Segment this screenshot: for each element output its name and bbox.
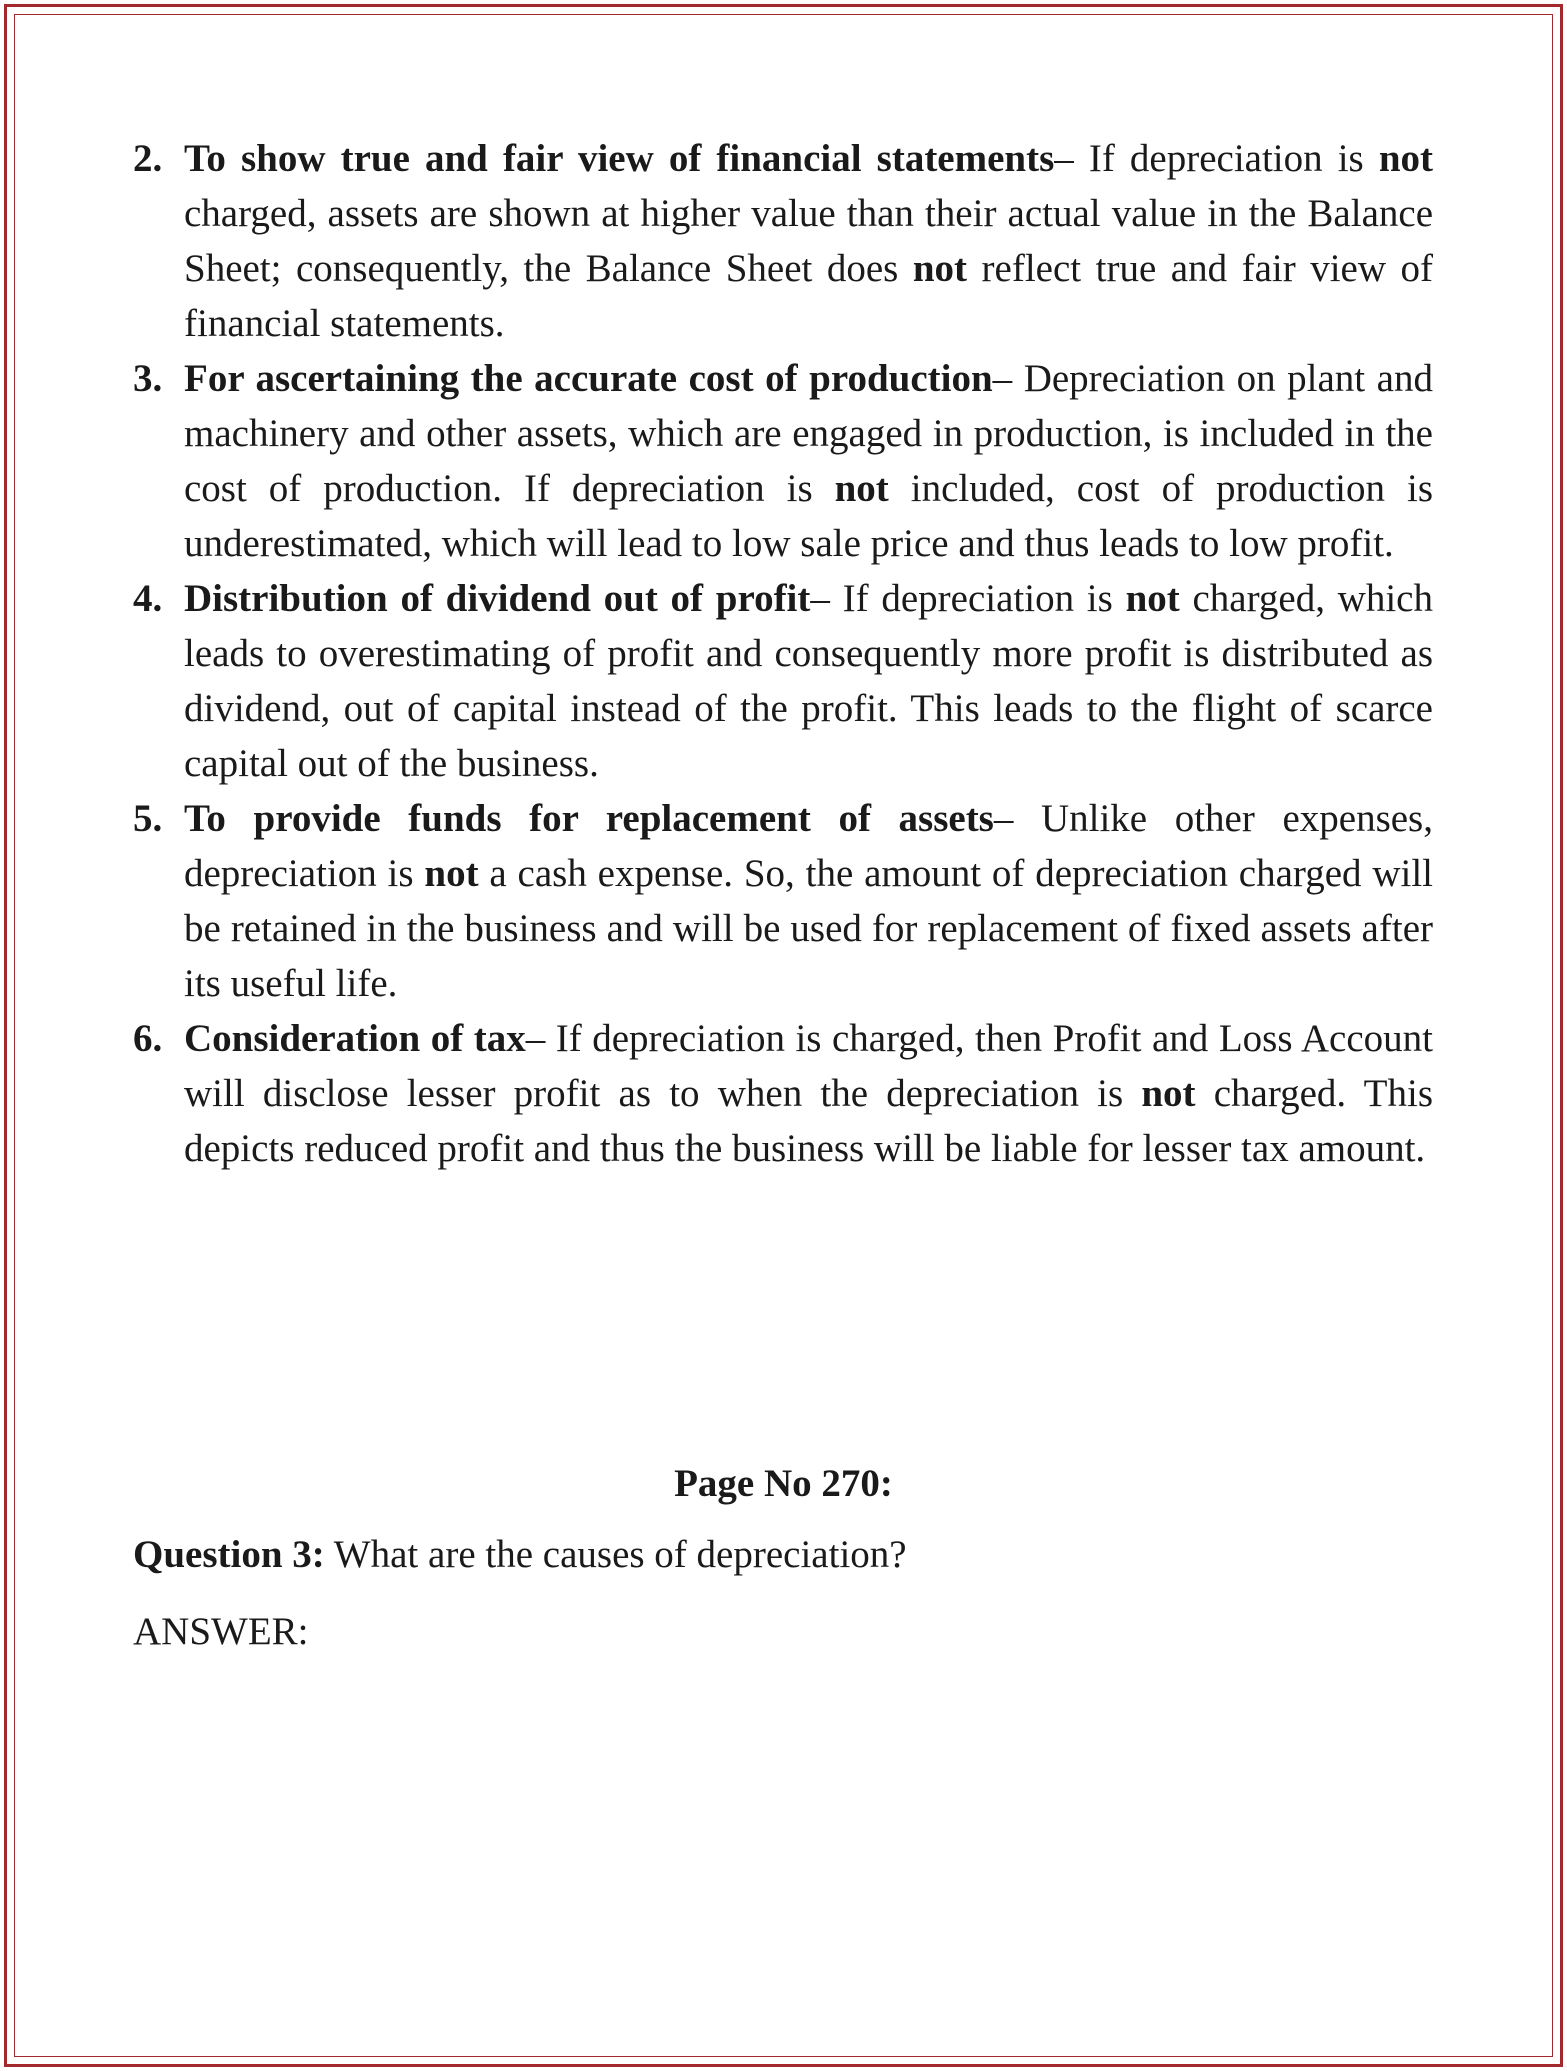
item-text: included, cost of production is underestimated, which will lead to low sale price and thus leads to low profit.	[184, 467, 1434, 565]
item-emphasis: not	[1125, 577, 1180, 620]
item-text: reflect true and fair view of financial statements.	[184, 247, 1433, 345]
list-item	[133, 791, 1433, 1011]
page-number-text: Page No 270:	[674, 1462, 893, 1505]
question-label: Question 3:	[133, 1533, 325, 1576]
item-number: 5.	[133, 797, 163, 840]
item-text: – If depreciation is charged, then Profit and Loss Account will disclose lesser profit as to when the depreciation is	[184, 1017, 1433, 1115]
item-emphasis: not	[912, 247, 968, 290]
item-emphasis: not	[424, 852, 479, 895]
question-text: What are the causes of depreciation?	[324, 1533, 907, 1576]
item-text: – Unlike other expenses, depreciation is	[184, 797, 1433, 895]
list-item	[133, 1011, 1433, 1176]
item-text: – Depreciation on plant and machinery and other assets, which are engaged in production, is included in the cost of production. If depreciation is	[184, 357, 1433, 510]
item-number: 3.	[133, 357, 163, 400]
main-content	[133, 131, 1433, 1176]
item-heading: Distribution of dividend out of profit	[184, 577, 811, 620]
item-heading: For ascertaining the accurate cost of production	[184, 357, 993, 400]
item-text: a cash expense. So, the amount of depreciation charged will be retained in the business and will be used for replacement of fixed assets after its useful life.	[184, 852, 1433, 1005]
item-heading: To provide funds for replacement of assets	[184, 797, 994, 840]
page-number-heading	[0, 1456, 1567, 1511]
question	[133, 1527, 907, 1582]
item-heading: To show true and fair view of financial statements	[184, 137, 1055, 180]
item-number: 6.	[133, 1017, 163, 1060]
item-text: charged, assets are shown at higher value than their actual value in the Balance Sheet; consequently, the Balance Sheet does	[184, 192, 1433, 290]
item-emphasis: not	[1378, 137, 1433, 180]
item-number: 2.	[133, 137, 163, 180]
item-heading: Consideration of tax	[184, 1017, 526, 1060]
item-text: charged, which leads to overestimating of profit and consequently more profit is distributed as dividend, out of capital instead of the profit. This leads to the flight of scarce capital out of the business.	[184, 577, 1433, 785]
item-text: charged. This depicts reduced profit and thus the business will be liable for lesser tax amount.	[184, 1072, 1434, 1170]
answer-label: ANSWER:	[133, 1610, 309, 1653]
item-emphasis: not	[834, 467, 889, 510]
depreciation-points-list	[133, 131, 1433, 1176]
list-item	[133, 131, 1433, 351]
list-item	[133, 571, 1433, 791]
item-emphasis: not	[1141, 1072, 1196, 1115]
item-number: 4.	[133, 577, 163, 620]
item-text: – If depreciation is	[810, 577, 1126, 620]
list-item	[133, 351, 1433, 571]
item-text: – If depreciation is	[1054, 137, 1379, 180]
